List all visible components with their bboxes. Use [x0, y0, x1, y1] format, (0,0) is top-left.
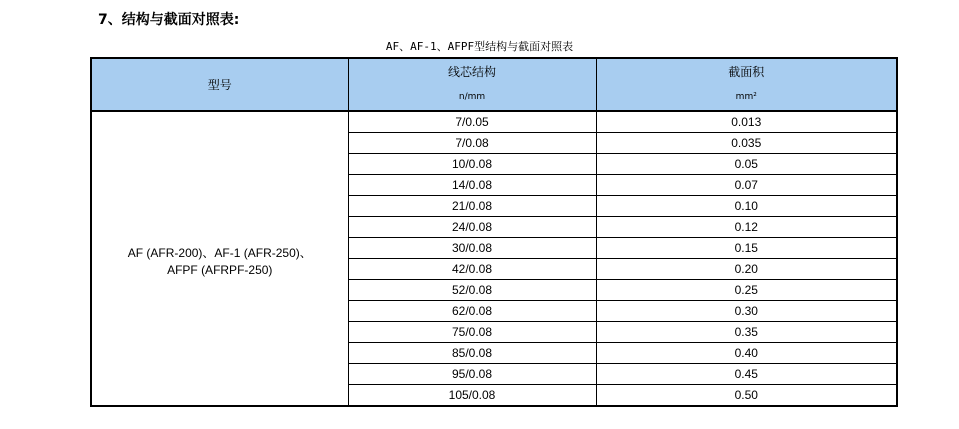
structure-cell: 21/0.08: [348, 196, 596, 217]
section-heading: 7、结构与截面对照表:: [98, 12, 240, 28]
structure-cell: 62/0.08: [348, 301, 596, 322]
structure-cell: 30/0.08: [348, 238, 596, 259]
structure-cell: 75/0.08: [348, 322, 596, 343]
area-cell: 0.07: [596, 175, 897, 196]
area-cell: 0.035: [596, 133, 897, 154]
structure-cell: 105/0.08: [348, 385, 596, 407]
area-cell: 0.25: [596, 280, 897, 301]
structure-cell: 7/0.08: [348, 133, 596, 154]
area-cell: 0.35: [596, 322, 897, 343]
area-cell: 0.20: [596, 259, 897, 280]
area-unit: mm²: [596, 84, 897, 111]
structure-cell: 95/0.08: [348, 364, 596, 385]
structure-cell: 7/0.05: [348, 111, 596, 133]
area-cell: 0.05: [596, 154, 897, 175]
model-name-line2: AFPF (AFRPF-250): [167, 262, 273, 277]
table-caption: AF、AF-1、AFPF型结构与截面对照表: [385, 40, 574, 53]
area-cell: 0.40: [596, 343, 897, 364]
area-cell: 0.45: [596, 364, 897, 385]
model-name-line1: AF (AFR-200)、AF-1 (AFR-250)、: [127, 245, 312, 260]
area-cell: 0.12: [596, 217, 897, 238]
structure-cell: 85/0.08: [348, 343, 596, 364]
model-cell: [91, 111, 348, 406]
structure-cell: 10/0.08: [348, 154, 596, 175]
table-header: [91, 58, 897, 111]
structure-unit: n/mm: [348, 84, 596, 111]
area-column-header: 截面积: [596, 58, 897, 84]
area-cell: 0.013: [596, 111, 897, 133]
area-cell: 0.15: [596, 238, 897, 259]
table-row: [91, 111, 897, 133]
structure-column-header: 线芯结构: [348, 58, 596, 84]
table-body: [91, 111, 897, 406]
structure-cell: 42/0.08: [348, 259, 596, 280]
structure-cell: 24/0.08: [348, 217, 596, 238]
model-column-header: 型号: [91, 58, 348, 111]
area-cell: 0.30: [596, 301, 897, 322]
structure-cell: 52/0.08: [348, 280, 596, 301]
area-cell: 0.50: [596, 385, 897, 407]
area-cell: 0.10: [596, 196, 897, 217]
structure-cell: 14/0.08: [348, 175, 596, 196]
structure-section-table: [90, 57, 898, 407]
